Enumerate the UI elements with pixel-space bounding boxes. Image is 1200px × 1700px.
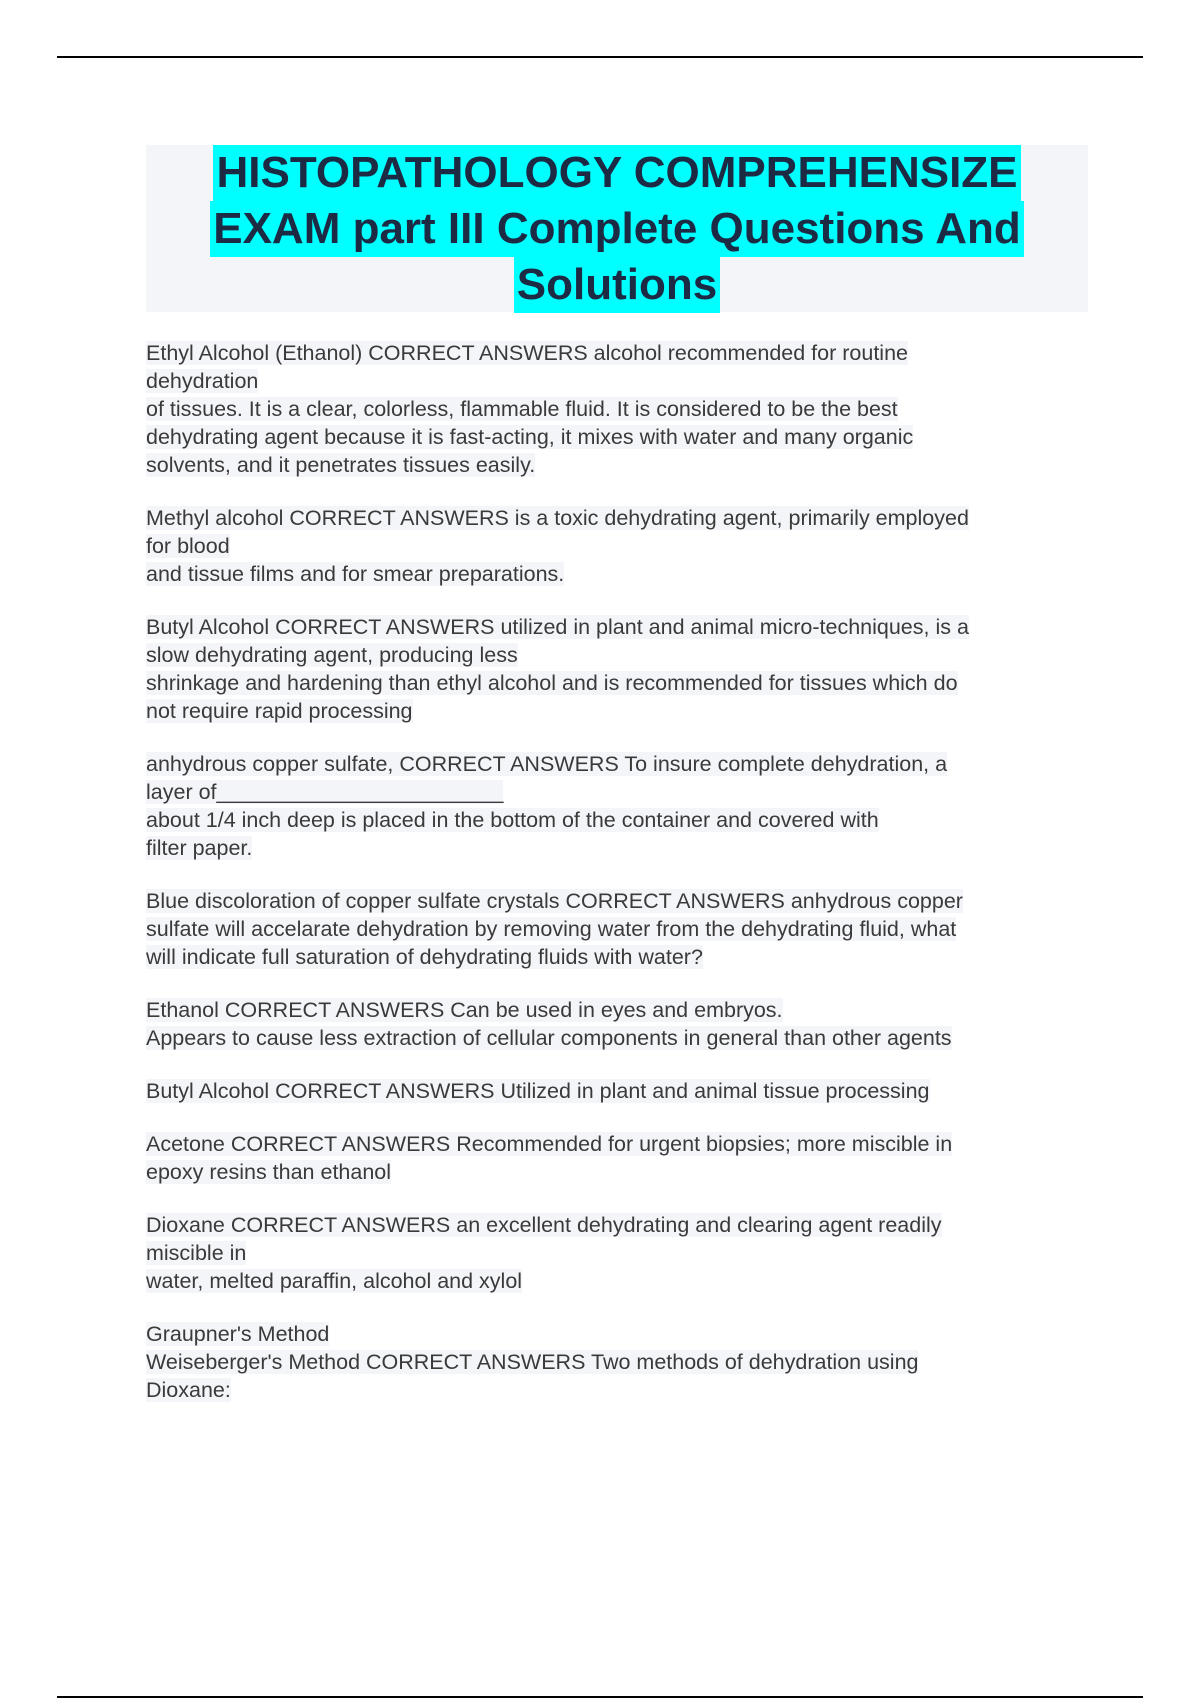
qa-text-line [146, 641, 1106, 669]
qa-text: Ethanol CORRECT ANSWERS Can be used in eyes and embryos. [146, 998, 783, 1022]
qa-text-line [146, 504, 1106, 532]
qa-text-line [146, 1158, 1106, 1186]
qa-text-line [146, 915, 1106, 943]
qa-text-line [146, 1376, 1106, 1404]
qa-entry [146, 613, 1106, 725]
top-rule [57, 56, 1143, 58]
qa-text: dehydration [146, 369, 259, 393]
qa-entry [146, 1320, 1106, 1404]
qa-text-line [146, 1130, 1106, 1158]
qa-text: shrinkage and hardening than ethyl alcohol and is recommended for tissues which do [146, 671, 958, 695]
qa-text: Butyl Alcohol CORRECT ANSWERS Utilized in plant and animal tissue processing [146, 1079, 930, 1103]
qa-entry [146, 887, 1106, 971]
qa-text-line [146, 395, 1106, 423]
qa-text-line [146, 1211, 1106, 1239]
qa-text: Graupner's Method [146, 1322, 330, 1346]
qa-text-line [146, 806, 1106, 834]
qa-text-line [146, 1077, 1106, 1105]
qa-text: Dioxane: [146, 1378, 231, 1402]
qa-text: slow dehydrating agent, producing less [146, 643, 518, 667]
qa-text: about 1/4 inch deep is placed in the bottom of the container and covered with [146, 808, 879, 832]
qa-text: Weiseberger's Method CORRECT ANSWERS Two methods of dehydration using [146, 1350, 919, 1374]
qa-text: anhydrous copper sulfate, CORRECT ANSWERS To insure complete dehydration, a [146, 752, 948, 776]
qa-text: epoxy resins than ethanol [146, 1160, 392, 1184]
qa-list [146, 339, 1106, 1429]
title-line: HISTOPATHOLOGY COMPREHENSIZE [213, 145, 1020, 201]
qa-text-line [146, 887, 1106, 915]
qa-text-line [146, 778, 1106, 806]
qa-text-line [146, 560, 1106, 588]
qa-text: Methyl alcohol CORRECT ANSWERS is a toxic dehydrating agent, primarily employed [146, 506, 969, 530]
qa-text-line [146, 613, 1106, 641]
qa-text: will indicate full saturation of dehydrating fluids with water? [146, 945, 703, 969]
qa-text-line [146, 1320, 1106, 1348]
title-line: Solutions [514, 257, 720, 313]
qa-entry [146, 504, 1106, 588]
qa-text-line [146, 339, 1106, 367]
qa-entry [146, 1130, 1106, 1186]
bottom-rule [57, 1696, 1143, 1698]
qa-text: Appears to cause less extraction of cellular components in general than other agents [146, 1026, 952, 1050]
qa-text-line [146, 669, 1106, 697]
qa-text-line [146, 532, 1106, 560]
qa-text: Blue discoloration of copper sulfate crystals CORRECT ANSWERS anhydrous copper [146, 889, 963, 913]
qa-text-line [146, 697, 1106, 725]
qa-text-line [146, 750, 1106, 778]
qa-text: solvents, and it penetrates tissues easily. [146, 453, 536, 477]
qa-text: Butyl Alcohol CORRECT ANSWERS utilized in plant and animal micro-techniques, is a [146, 615, 969, 639]
qa-entry [146, 996, 1106, 1052]
qa-text: Ethyl Alcohol (Ethanol) CORRECT ANSWERS alcohol recommended for routine [146, 341, 908, 365]
qa-text: Acetone CORRECT ANSWERS Recommended for urgent biopsies; more miscible in [146, 1132, 953, 1156]
qa-text: and tissue films and for smear preparations. [146, 562, 565, 586]
qa-text: not require rapid processing [146, 699, 413, 723]
title-line: EXAM part III Complete Questions And [210, 201, 1024, 257]
qa-text-line [146, 423, 1106, 451]
qa-text-line [146, 834, 1106, 862]
qa-text-line [146, 1267, 1106, 1295]
qa-text: miscible in [146, 1241, 247, 1265]
qa-text: water, melted paraffin, alcohol and xylol [146, 1269, 523, 1293]
qa-text: filter paper. [146, 836, 253, 860]
qa-text: of tissues. It is a clear, colorless, flammable fluid. It is considered to be the best [146, 397, 898, 421]
qa-text-line [146, 1024, 1106, 1052]
qa-text: for blood [146, 534, 230, 558]
qa-text-line [146, 996, 1106, 1024]
qa-text-line [146, 1239, 1106, 1267]
qa-text-line [146, 943, 1106, 971]
qa-entry [146, 339, 1106, 479]
qa-text: sulfate will accelarate dehydration by removing water from the dehydrating fluid, what [146, 917, 957, 941]
qa-text-line [146, 367, 1106, 395]
qa-entry [146, 750, 1106, 862]
qa-text: layer of________________________ [146, 780, 504, 804]
document-title [146, 145, 1088, 312]
qa-text: Dioxane CORRECT ANSWERS an excellent dehydrating and clearing agent readily [146, 1213, 942, 1237]
qa-text-line [146, 451, 1106, 479]
qa-text: dehydrating agent because it is fast-acting, it mixes with water and many organic [146, 425, 914, 449]
qa-entry [146, 1077, 1106, 1105]
qa-text-line [146, 1348, 1106, 1376]
qa-entry [146, 1211, 1106, 1295]
